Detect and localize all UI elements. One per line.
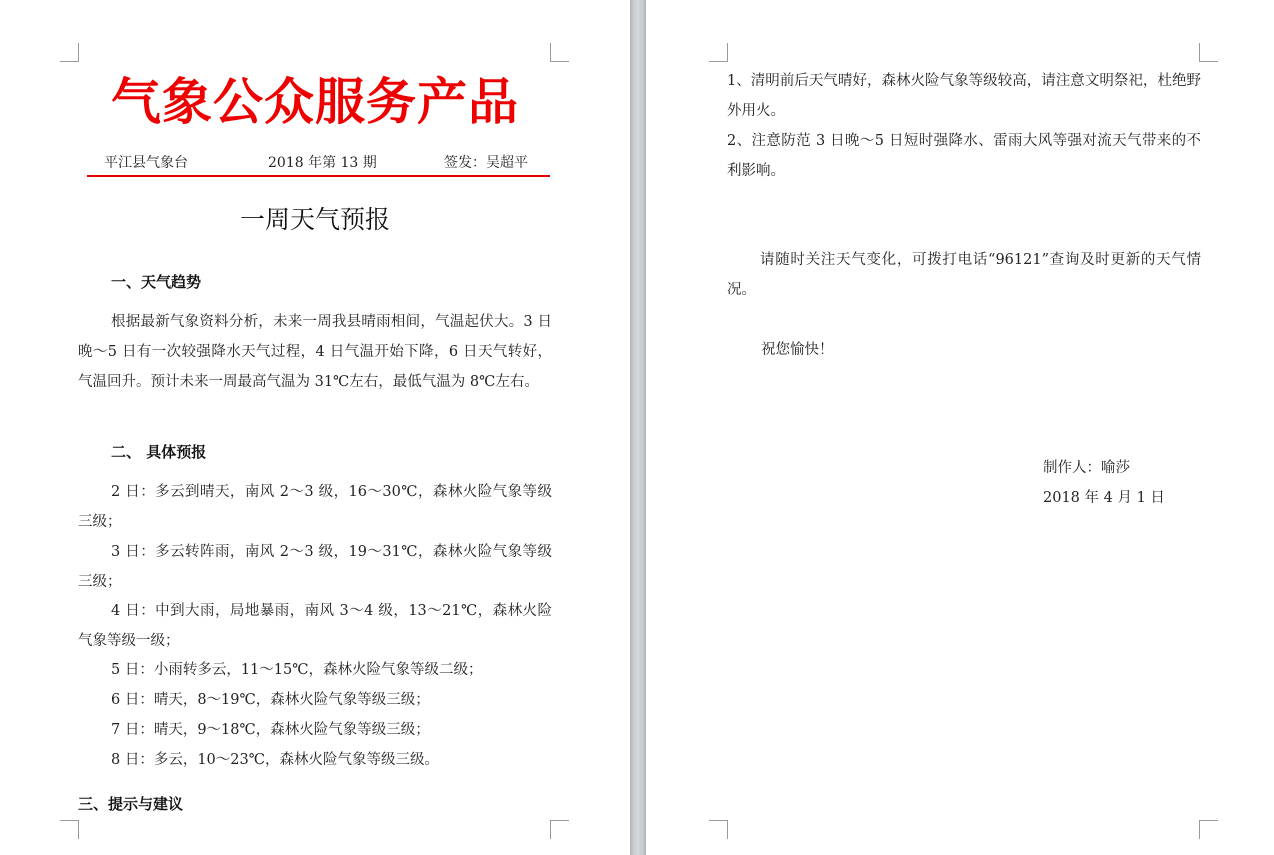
crop-mark-bottom-right — [550, 820, 569, 839]
forecast-day-8: 8 日：多云，10～23℃，森林火险气象等级三级。 — [111, 752, 439, 768]
document-title: 一周天气预报 — [239, 205, 390, 234]
tip-item-2: 2、注意防范 3 日晚～5 日短时强降水、雷雨大风等强对流天气带来的不利影响。 — [727, 133, 1201, 179]
forecast-day-4: 4 日：中到大雨，局地暴雨，南风 3～4 级，13～21℃，森林火险气象等级一级； — [78, 603, 552, 649]
masthead-title: 气象公众服务产品 — [111, 73, 519, 131]
document-date: 2018 年 4 月 1 日 — [1043, 490, 1165, 506]
contact-notice: 请随时关注天气变化，可拨打电话“96121”查询及时更新的天气情况。 — [727, 252, 1201, 298]
section-heading-forecast: 二、 具体预报 — [111, 443, 207, 461]
tip-item-1: 1、清明前后天气晴好，森林火险气象等级较高，请注意文明祭祀，杜绝野外用火。 — [727, 73, 1201, 119]
greeting: 祝您愉快！ — [761, 342, 834, 358]
issue-number: 2018 年第 13 期 — [268, 155, 377, 171]
forecast-day-6: 6 日：晴天，8～19℃，森林火险气象等级三级； — [111, 692, 430, 708]
crop-mark-top-right — [550, 43, 569, 62]
forecast-day-2: 2 日：多云到晴天，南风 2～3 级，16～30℃，森林火险气象等级三级； — [78, 484, 552, 530]
crop-mark-top-left — [60, 43, 79, 62]
forecast-day-5: 5 日：小雨转多云，11～15℃，森林火险气象等级二级； — [111, 662, 483, 678]
page-gutter — [630, 0, 646, 855]
forecast-day-3: 3 日：多云转阵雨，南风 2～3 级，19～31℃，森林火险气象等级三级； — [78, 544, 552, 590]
header-red-rule — [87, 175, 550, 177]
forecast-day-7: 7 日：晴天，9～18℃，森林火险气象等级三级； — [111, 722, 430, 738]
signer: 签发：吴超平 — [444, 155, 528, 171]
issuer-name: 平江县气象台 — [104, 155, 188, 171]
crop-mark-bottom-left — [709, 820, 728, 839]
section-heading-trend: 一、天气趋势 — [111, 273, 202, 291]
crop-mark-top-right — [1199, 43, 1218, 62]
crop-mark-bottom-left — [60, 820, 79, 839]
crop-mark-top-left — [709, 43, 728, 62]
section-heading-tips: 三、提示与建议 — [78, 795, 184, 813]
trend-paragraph: 根据最新气象资料分析，未来一周我县晴雨相间，气温起伏大。3 日晚～5 日有一次较强降水天气过程，4 日气温开始下降，6 日天气转好，气温回升。预计未来一周最高气温为 31℃左右，最低气温为 8℃左右。 — [78, 314, 552, 390]
author-credit: 制作人：喻莎 — [1043, 460, 1130, 476]
crop-mark-bottom-right — [1199, 820, 1218, 839]
